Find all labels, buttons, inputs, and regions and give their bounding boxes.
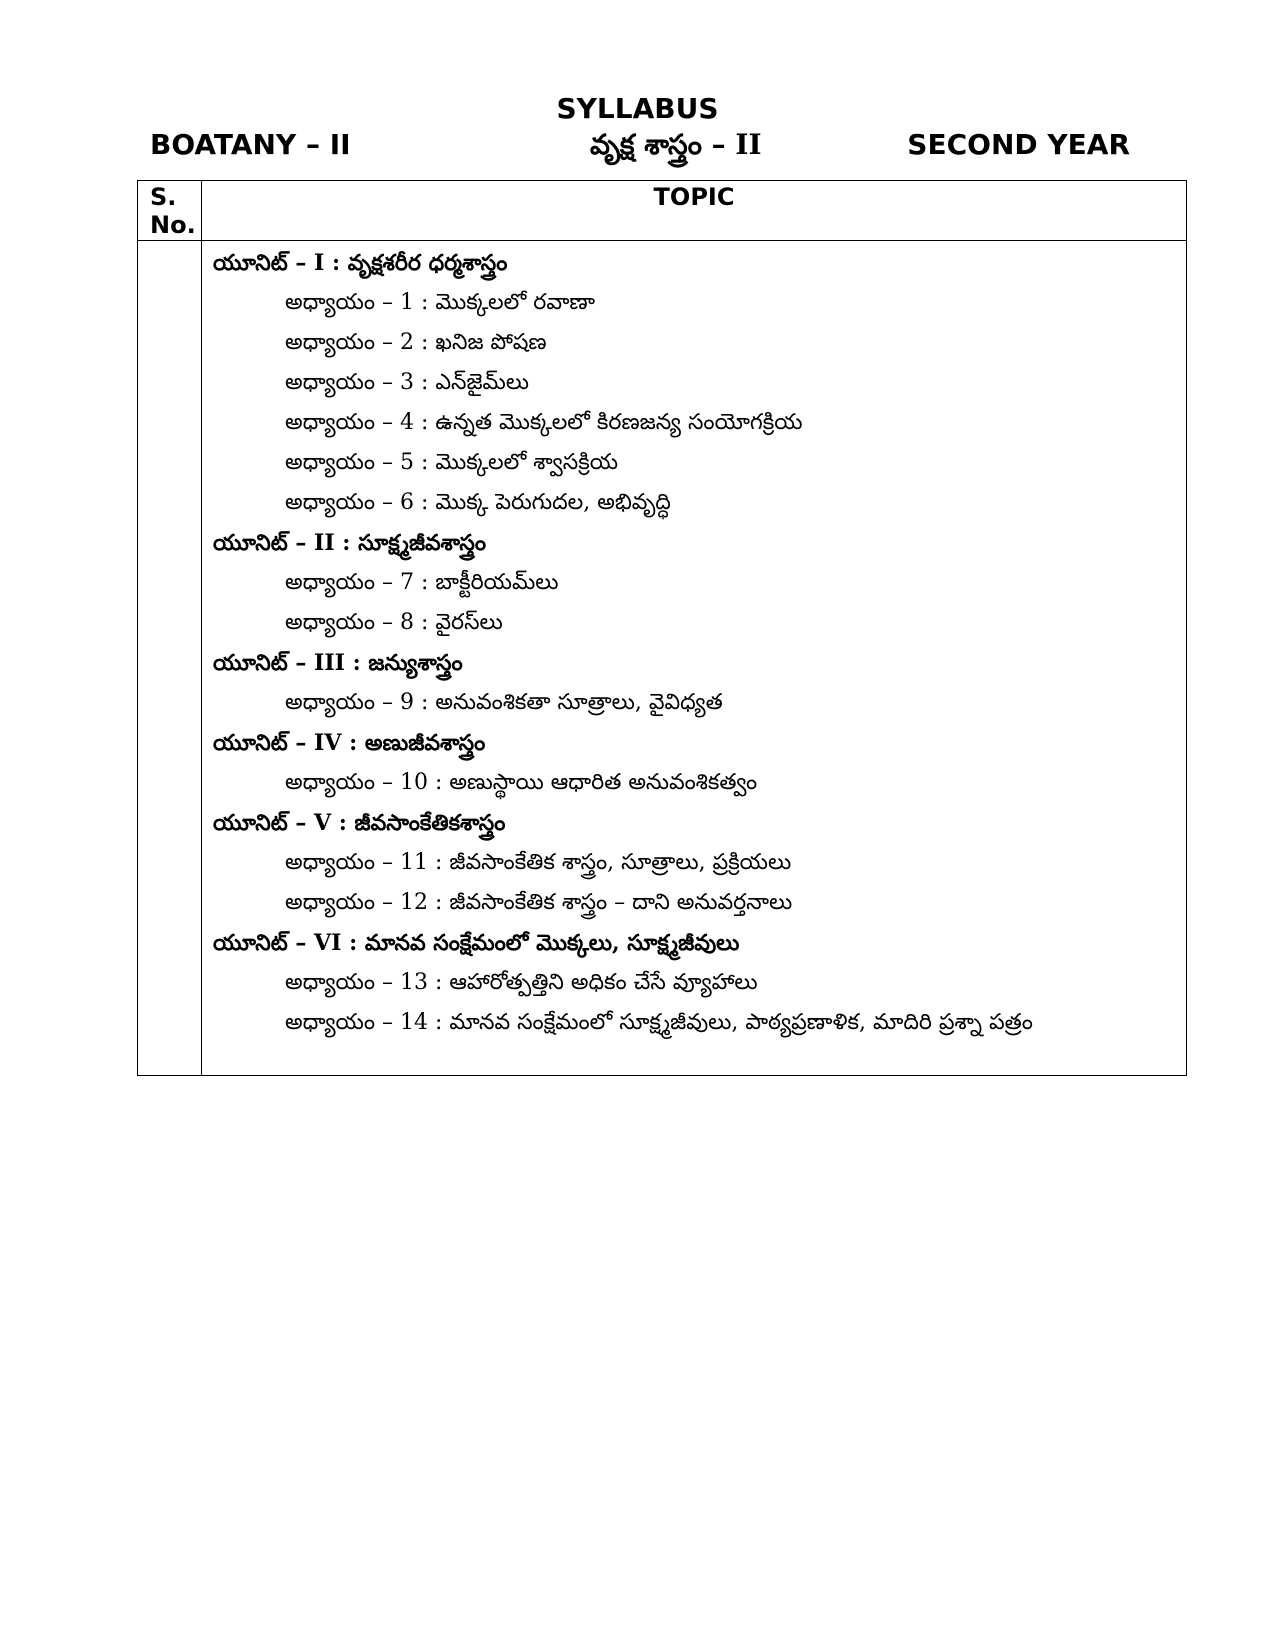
chapter-item: అధ్యాయం – 12 : జీవసాంకేతిక శాస్త్రం – దాని అనువర్తనాలు bbox=[285, 890, 793, 915]
chapter-item: అధ్యాయం – 13 : ఆహారోత్పత్తిని అధికం చేసే వ్యూహాలు bbox=[285, 970, 758, 995]
unit-heading: యూనిట్ – II : సూక్ష్మజీవశాస్త్రం bbox=[213, 530, 486, 556]
header-divider bbox=[138, 240, 1186, 241]
chapter-item: అధ్యాయం – 6 : మొక్క పెరుగుదల, అభివృద్ధి bbox=[285, 490, 671, 515]
unit-heading: యూనిట్ – VI : మానవ సంక్షేమంలో మొక్కలు, సూక్ష్మజీవులు bbox=[213, 930, 740, 956]
column-divider bbox=[201, 181, 202, 1075]
sno-column-header: S. No. bbox=[150, 183, 196, 239]
page-title: SYLLABUS bbox=[556, 92, 719, 125]
unit-heading: యూనిట్ – III : జన్యుశాస్త్రం bbox=[213, 650, 463, 676]
topic-column-header: TOPIC bbox=[653, 183, 735, 211]
syllabus-table bbox=[137, 180, 1187, 1076]
chapter-item: అధ్యాయం – 5 : మొక్కలలో శ్వాసక్రియ bbox=[285, 450, 618, 475]
unit-heading: యూనిట్ – I : వృక్షశరీర ధర్మశాస్త్రం bbox=[213, 250, 508, 276]
subject-header bbox=[150, 128, 1130, 168]
chapter-item: అధ్యాయం – 4 : ఉన్నత మొక్కలలో కిరణజన్య సంయోగక్రియ bbox=[285, 410, 803, 435]
chapter-item: అధ్యాయం – 8 : వైరస్‌లు bbox=[285, 610, 503, 635]
chapter-item: అధ్యాయం – 9 : అనువంశికతా సూత్రాలు, వైవిధ్యత bbox=[285, 690, 723, 715]
unit-heading: యూనిట్ – V : జీవసాంకేతికశాస్త్రం bbox=[213, 810, 506, 836]
unit-heading: యూనిట్ – IV : అణుజీవశాస్త్రం bbox=[213, 730, 486, 756]
year-label: SECOND YEAR bbox=[907, 128, 1130, 161]
chapter-item: అధ్యాయం – 11 : జీవసాంకేతిక శాస్త్రం, సూత్రాలు, ప్రక్రియలు bbox=[285, 850, 792, 875]
chapter-item: అధ్యాయం – 7 : బాక్టీరియమ్‌లు bbox=[285, 570, 559, 595]
chapter-item: అధ్యాయం – 3 : ఎన్‌జైమ్‌లు bbox=[285, 370, 530, 395]
topic-list bbox=[213, 243, 1186, 1043]
chapter-item: అధ్యాయం – 2 : ఖనిజ పోషణ bbox=[285, 330, 547, 355]
subject-telugu: వృక్ష శాస్త్రం – II bbox=[590, 128, 762, 161]
chapter-item: అధ్యాయం – 14 : మానవ సంక్షేమంలో సూక్ష్మజీవులు, పాఠ్యప్రణాళిక, మాదిరి ప్రశ్నా పత్రం bbox=[285, 1010, 1033, 1035]
chapter-item: అధ్యాయం – 10 : అణుస్థాయి ఆధారిత అనువంశికత్వం bbox=[285, 770, 758, 795]
chapter-item: అధ్యాయం – 1 : మొక్కలలో రవాణా bbox=[285, 290, 596, 315]
subject-english: BOATANY – II bbox=[150, 128, 351, 161]
